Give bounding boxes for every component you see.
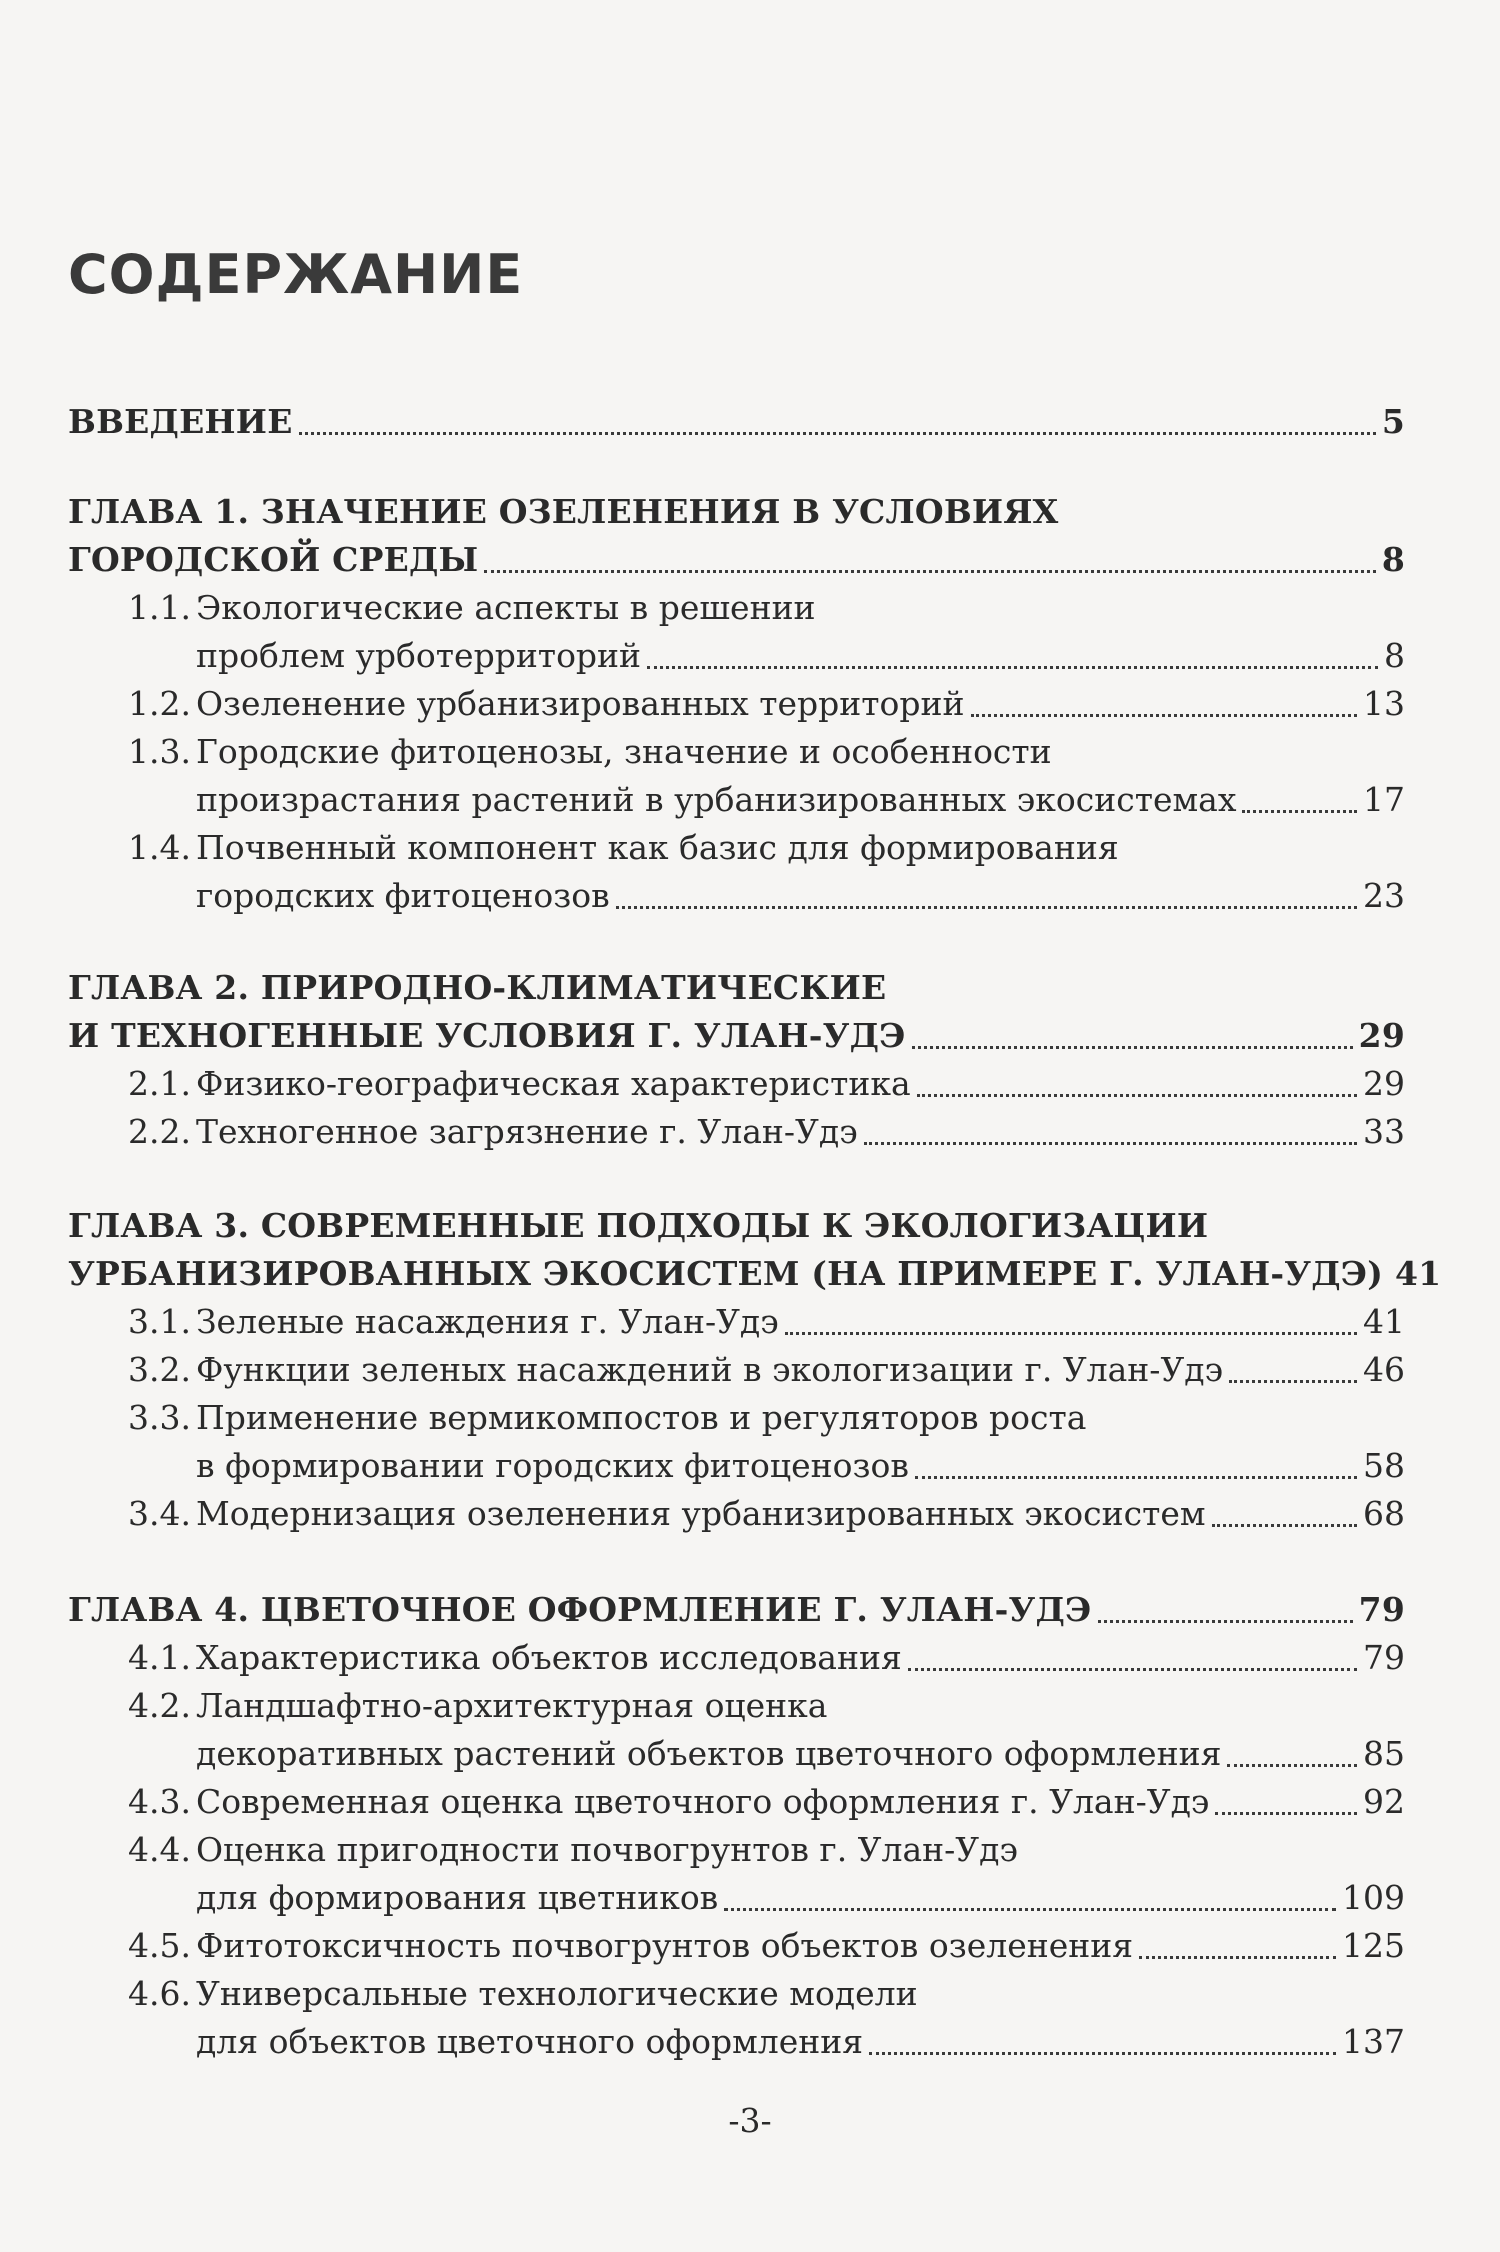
toc-chapter-line <box>68 538 1405 582</box>
toc-entry-text: ВВЕДЕНИЕ <box>68 402 293 441</box>
toc-section-number: 1.3. <box>128 732 191 771</box>
toc-entry-text: Применение вермикомпостов и регуляторов роста <box>196 1398 1087 1437</box>
toc-section-line <box>196 1876 1405 1920</box>
dot-leader <box>299 432 1376 435</box>
toc-section-number: 1.4. <box>128 828 191 867</box>
toc-section-number: 3.2. <box>128 1350 191 1389</box>
toc-chapter-line <box>68 400 1405 444</box>
toc-section-line <box>128 1062 1405 1106</box>
toc-entry-text: Почвенный компонент как базис для формирования <box>196 828 1119 867</box>
toc-section-line <box>128 1300 1405 1344</box>
toc-entry-text: Озеленение урбанизированных территорий <box>196 684 965 723</box>
toc-entry-text: ГОРОДСКОЙ СРЕДЫ <box>68 540 479 579</box>
toc-entry-text: ГЛАВА 2. ПРИРОДНО-КЛИМАТИЧЕСКИЕ <box>68 968 887 1007</box>
dot-leader <box>484 570 1375 573</box>
dot-leader <box>864 1142 1357 1145</box>
toc-entry-text: ГЛАВА 1. ЗНАЧЕНИЕ ОЗЕЛЕНЕНИЯ В УСЛОВИЯХ <box>68 492 1059 531</box>
toc-section-number: 1.2. <box>128 684 191 723</box>
dot-leader <box>915 1476 1357 1479</box>
dot-leader <box>1139 1956 1336 1959</box>
toc-entry-text: Функции зеленых насаждений в экологизации г. Улан-Удэ <box>196 1350 1224 1389</box>
toc-chapter-line <box>68 1014 1405 1058</box>
toc-entry-text: Характеристика объектов исследования <box>196 1638 902 1677</box>
dot-leader <box>971 714 1357 717</box>
toc-section-line <box>128 1972 918 2016</box>
toc-section-line <box>128 1636 1405 1680</box>
dot-leader <box>1098 1620 1353 1623</box>
toc-page-number: 125 <box>1342 1926 1405 1965</box>
toc-entry-text: в формировании городских фитоценозов <box>196 1446 909 1485</box>
dot-leader <box>785 1332 1357 1335</box>
toc-entry-text: Техногенное загрязнение г. Улан-Удэ <box>196 1112 858 1151</box>
toc-page-number: 13 <box>1363 684 1405 723</box>
toc-section-line <box>196 1732 1405 1776</box>
toc-section-line <box>128 1924 1405 1968</box>
page-number: -3- <box>728 2101 772 2140</box>
toc-entry-text: декоративных растений объектов цветочного оформления <box>196 1734 1222 1773</box>
toc-page-number: 109 <box>1342 1878 1405 1917</box>
toc-entry-text: Ландшафтно-архитектурная оценка <box>196 1686 828 1725</box>
toc-chapter-line <box>68 1252 1442 1296</box>
toc-page-number: 29 <box>1363 1064 1405 1103</box>
toc-entry-text: И ТЕХНОГЕННЫЕ УСЛОВИЯ Г. УЛАН-УДЭ <box>68 1016 906 1055</box>
toc-entry-text: Городские фитоценозы, значение и особенности <box>196 732 1052 771</box>
dot-leader <box>1212 1524 1357 1527</box>
page-title: СОДЕРЖАНИЕ <box>68 243 524 306</box>
toc-entry-text: проблем урботерриторий <box>196 636 642 675</box>
toc-page-number: 29 <box>1358 1016 1405 1055</box>
toc-page-number: 92 <box>1363 1782 1405 1821</box>
toc-section-line <box>128 682 1405 726</box>
toc-section-number: 2.1. <box>128 1064 191 1103</box>
dot-leader <box>1229 1380 1357 1383</box>
toc-section-number: 4.4. <box>128 1830 191 1869</box>
dot-leader <box>724 1908 1336 1911</box>
toc-page-number: 85 <box>1363 1734 1405 1773</box>
toc-page-number: 8 <box>1384 636 1405 675</box>
toc-section-number: 4.6. <box>128 1974 191 2013</box>
toc-section-line <box>196 1444 1405 1488</box>
toc-entry-text: для объектов цветочного оформления <box>196 2022 864 2061</box>
toc-entry-text: для формирования цветников <box>196 1878 719 1917</box>
toc-chapter-line <box>68 1204 1208 1248</box>
toc-page-number: 23 <box>1363 876 1405 915</box>
toc-section-line <box>128 1110 1405 1154</box>
toc-entry-text: ГЛАВА 4. ЦВЕТОЧНОЕ ОФОРМЛЕНИЕ Г. УЛАН-УДЭ <box>68 1590 1092 1629</box>
dot-leader <box>917 1094 1357 1097</box>
toc-page-number: 41 <box>1363 1302 1405 1341</box>
toc-section-line <box>128 826 1119 870</box>
dot-leader <box>912 1046 1353 1049</box>
toc-page-number: 41 <box>1395 1254 1442 1293</box>
toc-section-line <box>128 1828 1018 1872</box>
toc-page-number: 8 <box>1381 540 1405 579</box>
toc-section-line <box>128 1780 1405 1824</box>
dot-leader <box>616 906 1357 909</box>
toc-section-line <box>128 586 816 630</box>
toc-section-line <box>196 634 1405 678</box>
toc-section-line <box>196 2020 1405 2064</box>
dot-leader <box>869 2052 1336 2055</box>
toc-section-line <box>128 1348 1405 1392</box>
dot-leader <box>1227 1764 1357 1767</box>
toc-section-number: 3.4. <box>128 1494 191 1533</box>
toc-section-number: 3.3. <box>128 1398 191 1437</box>
toc-section-number: 4.3. <box>128 1782 191 1821</box>
toc-section-number: 3.1. <box>128 1302 191 1341</box>
toc-page-number: 68 <box>1363 1494 1405 1533</box>
toc-section-line <box>128 1396 1086 1440</box>
dot-leader <box>1242 810 1357 813</box>
toc-entry-text: Модернизация озеленения урбанизированных экосистем <box>196 1494 1206 1533</box>
toc-section-line <box>128 1492 1405 1536</box>
toc-section-line <box>128 1684 827 1728</box>
toc-page-number: 79 <box>1363 1638 1405 1677</box>
toc-page-number: 137 <box>1342 2022 1405 2061</box>
toc-section-number: 1.1. <box>128 588 191 627</box>
toc-entry-text: произрастания растений в урбанизированных экосистемах <box>196 780 1237 819</box>
toc-section-line <box>196 778 1405 822</box>
toc-entry-text: Современная оценка цветочного оформления г. Улан-Удэ <box>196 1782 1210 1821</box>
toc-section-number: 4.2. <box>128 1686 191 1725</box>
toc-section-number: 4.5. <box>128 1926 191 1965</box>
dot-leader <box>908 1668 1357 1671</box>
toc-page-number: 33 <box>1363 1112 1405 1151</box>
toc-entry-text: Физико-географическая характеристика <box>196 1064 911 1103</box>
toc-entry-text: городских фитоценозов <box>196 876 610 915</box>
toc-page-number: 79 <box>1358 1590 1405 1629</box>
toc-page-number: 17 <box>1363 780 1405 819</box>
toc-page-number: 5 <box>1381 402 1405 441</box>
dot-leader <box>647 666 1378 669</box>
dot-leader <box>1215 1812 1357 1815</box>
toc-section-line <box>128 730 1052 774</box>
toc-entry-text: Экологические аспекты в решении <box>196 588 816 627</box>
toc-section-number: 4.1. <box>128 1638 191 1677</box>
toc-chapter-line <box>68 490 1058 534</box>
toc-entry-text: Оценка пригодности почвогрунтов г. Улан-Удэ <box>196 1830 1018 1869</box>
toc-entry-text: Фитотоксичность почвогрунтов объектов озеленения <box>196 1926 1134 1965</box>
toc-entry-text: ГЛАВА 3. СОВРЕМЕННЫЕ ПОДХОДЫ К ЭКОЛОГИЗАЦИИ <box>68 1206 1209 1245</box>
toc-entry-text: Зеленые насаждения г. Улан-Удэ <box>196 1302 779 1341</box>
toc-page-number: 46 <box>1363 1350 1405 1389</box>
toc-chapter-line <box>68 966 886 1010</box>
toc-entry-text: Универсальные технологические модели <box>196 1974 918 2013</box>
toc-chapter-line <box>68 1588 1405 1632</box>
toc-entry-text: УРБАНИЗИРОВАННЫХ ЭКОСИСТЕМ (НА ПРИМЕРЕ Г. УЛАН-УДЭ) <box>68 1254 1384 1293</box>
toc-page-number: 58 <box>1363 1446 1405 1485</box>
toc-section-line <box>196 874 1405 918</box>
toc-section-number: 2.2. <box>128 1112 191 1151</box>
